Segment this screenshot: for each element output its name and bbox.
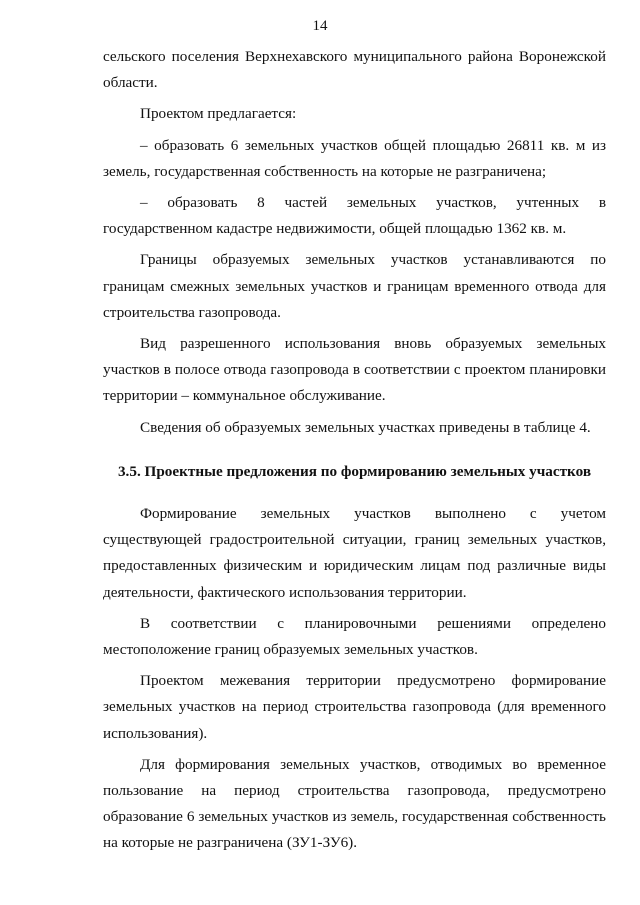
document-body <box>103 44 606 857</box>
paragraph-bullet-plots: – образовать 6 земельных участков общей площадью 26811 кв. м из земель, государственная собственность на которые не разграничена; <box>103 136 606 180</box>
page-number: 14 <box>312 18 328 34</box>
paragraph-temporary-use: Для формирования земельных участков, отводимых во временное пользование на период строительства газопровода, предусмотрено образование 6 земельных участков из земель, государственная собственность на которые не разграничена (ЗУ1-ЗУ6). <box>103 755 606 852</box>
paragraph-permitted-use: Вид разрешенного использования вновь образуемых земельных участков в полосе отвода газопровода в соответствии с проектом планировки территории – коммунальное обслуживание. <box>103 335 606 405</box>
paragraph-planning-decisions: В соответствии с планировочными решениями определено местоположение границ образуемых земельных участков. <box>103 614 606 659</box>
section-heading: 3.5. Проектные предложения по формированию земельных участков <box>117 462 592 480</box>
paragraph-bullet-parts: – образовать 8 частей земельных участков, учтенных в государственном кадастре недвижимости, общей площадью 1362 кв. м. <box>103 194 606 238</box>
paragraph-continuation: сельского поселения Верхнехавского муниципального района Воронежской области. <box>103 48 606 92</box>
paragraph-boundaries: Границы образуемых земельных участков устанавливаются по границам смежных земельных участков и границам временного отвода для строительства газопровода. <box>103 251 606 321</box>
paragraph-table-reference: Сведения об образуемых земельных участках приведены в таблице 4. <box>140 418 591 436</box>
paragraph-formation: Формирование земельных участков выполнено с учетом существующей градостроительной ситуации, границ земельных участков, предоставленных физическим и юридическим лицам под различные виды деятельности, фактического использования территории. <box>103 505 606 601</box>
paragraph-surveying-project: Проектом межевания территории предусмотрено формирование земельных участков на период строительства газопровода (для временного использования). <box>103 672 606 742</box>
paragraph-project-proposes: Проектом предлагается: <box>140 105 297 123</box>
